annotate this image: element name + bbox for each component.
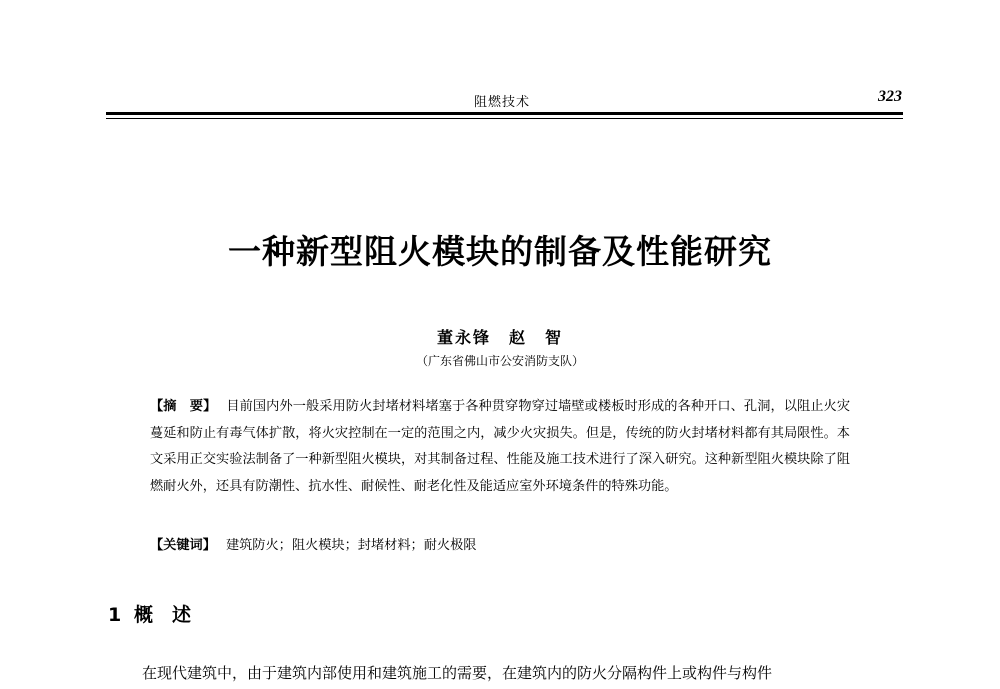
section-number: 1 [108,604,122,626]
header-rule-thin [106,118,903,119]
abstract-label: 【摘 要】 [150,399,217,414]
paper-title: 一种新型阻火模块的制备及性能研究 [228,232,772,271]
affiliation: （广东省佛山市公安消防支队） [415,354,584,368]
section-heading [108,600,191,627]
header-rule-thick [106,112,903,115]
keywords-label: 【关键词】 [150,538,216,553]
page-number: 323 [878,88,902,105]
abstract [150,394,850,500]
authors: 董永锋 赵 智 [436,328,563,347]
keywords-text: 建筑防火；阻火模块；封堵材料；耐火极限 [225,538,477,553]
keywords [150,536,850,556]
body-paragraph: 在现代建筑中，由于建筑内部使用和建筑施工的需要，在建筑内的防火分隔构件上或构件与构件 [142,664,773,682]
running-title: 阻燃技术 [474,95,531,110]
section-title: 概 述 [134,604,192,626]
abstract-text: 目前国内外一般采用防火封堵材料堵塞于各种贯穿物穿过墙壁或楼板时形成的各种开口、孔洞，以阻止火灾蔓延和防止有毒气体扩散，将火灾控制在一定的范围之内，减少火灾损失。但是，传统的防火封堵材料都有其局限性。本文采用正交实验法制备了一种新型阻火模块，对其制备过程、性能及施工技术进行了深入研究。这种新型阻火模块除了阻燃耐火外，还具有防潮性、抗水性、耐候性、耐老化性及能适应室外环境条件的特殊功能。 [150,399,851,494]
